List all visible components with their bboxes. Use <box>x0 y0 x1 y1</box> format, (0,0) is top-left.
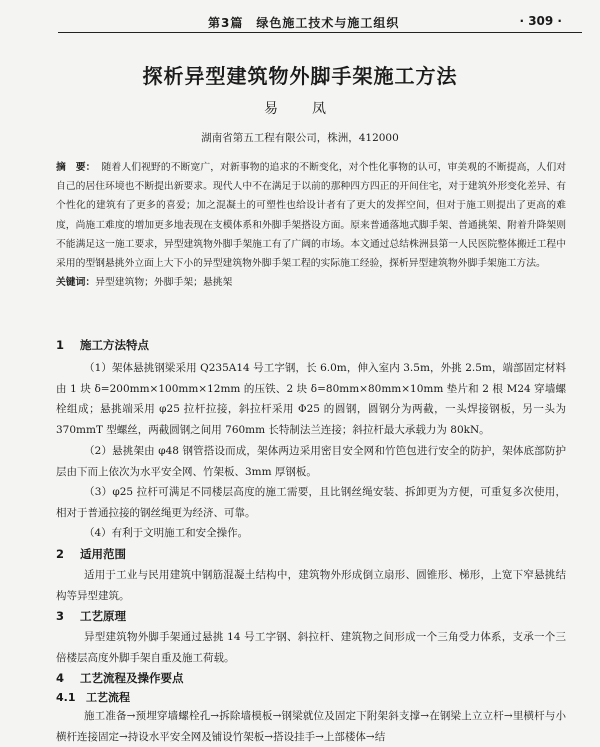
section-number: 3 <box>56 609 65 623</box>
paragraph-4-1: 施工准备→预埋穿墙螺栓孔→拆除墙模板→钢梁就位及固定下附架斜支撑→在钢梁上立立杆→里横杆与小横杆连接固定→持设水平安全网及铺设竹架板→搭设挂手→上部楼体→结 <box>56 710 566 743</box>
section-number: 1 <box>56 338 65 352</box>
article-title: 探析异型建筑物外脚手架施工方法 <box>142 64 458 88</box>
article-author: 易 凤 <box>264 101 336 117</box>
section-heading-4 <box>56 670 184 686</box>
paragraph-1-2: （2）悬挑架由 φ48 钢管搭设而成，架体两边采用密目安全网和竹笆包进行安全的防护，架体底部防护层由下而上依次为水平安全网、竹架板、3mm 厚钢板。 <box>56 445 566 478</box>
subsection-number: 4.1 <box>56 691 76 704</box>
keywords-label: 关键词： <box>56 277 96 288</box>
section-title: 施工方法特点 <box>80 338 149 352</box>
section-heading-2 <box>56 546 126 562</box>
section-title: 适用范围 <box>80 547 126 561</box>
subsection-heading-4-1 <box>56 689 130 705</box>
section-heading-1 <box>56 337 149 353</box>
section-heading-3 <box>56 608 126 624</box>
abstract <box>56 158 566 273</box>
keywords-text: 异型建筑物；外脚手架；悬挑架 <box>95 277 233 288</box>
paragraph-3-1: 异型建筑物外脚手架通过悬挑 14 号工字钢、斜拉杆、建筑物之间形成一个三角受力体系，支承一个三倍楼层高度外脚手架自重及施工荷载。 <box>56 631 566 664</box>
paragraph-1-4: （4）有利于文明施工和安全操作。 <box>84 527 249 539</box>
section-number: 2 <box>56 547 65 561</box>
abstract-text: 随着人们视野的不断宽广，对新事物的追求的不断变化，对个性化事物的认可，审美观的不断提高，人们对自己的居住环境也不断提出新要求。现代人中不在满足于以前的那种四方四正的开间住宅，对于建筑外形变化差异、有个性化的建筑有了更多的喜爱；加之混凝土的可塑性也给设计者有了更大的发挥空间，但对于施工则提出了更高的难度，尚施工难度的增加更多地表现在支模体系和外脚手架搭设方面。原来普通落地式脚手架、普通挑架、附着升降架则不能满足这一施工要求，异型建筑物外脚手架施工有了广阔的市场。本文通过总结株洲县第一人民医院整体搬迁工程中采用的型钢悬挑外立面上大下小的异型建筑物外脚手架工程的实际施工经验，探析异型建筑物外脚手架施工方法。 <box>56 162 567 270</box>
header-chapter: 第3篇 绿色施工技术与施工组织 <box>208 16 400 30</box>
running-header <box>58 8 582 33</box>
paragraph-2-1: 适用于工业与民用建筑中钢筋混凝土结构中，建筑物外形成倒立扇形、圆锥形、梯形，上宽下窄悬挑结构等异型建筑。 <box>56 569 566 602</box>
paragraph-1-3: （3）φ25 拉杆可满足不同楼层高度的施工需要，且比钢丝绳安装、拆卸更为方便，可重复多次使用，相对于普通拉接的钢丝绳更为经济、可靠。 <box>56 486 566 519</box>
article-affiliation: 湖南省第五工程有限公司，株洲，412000 <box>201 132 399 144</box>
paragraph-1-1: （1）架体悬挑钢梁采用 Q235A14 号工字钢，长 6.0m，伸入室内 3.5m，外挑 2.5m，端部固定材料由 1 块 δ=200mm×100mm×12mm 的压铁、2 块 δ=80mm×80mm×10mm 垫片和 2 根 M24 穿墙螺栓组成；悬挑端采用 φ25 拉杆拉接，斜拉杆采用 Φ25 的圆钢，圆钢分为两截，一头焊接钢板，另一头为 370mmT 型螺丝，两截圆钢之间用 760mm 长特制法兰连接；斜拉杆最大承载力为 80kN。 <box>56 362 566 436</box>
keywords <box>56 273 566 292</box>
section-title: 工艺流程及操作要点 <box>80 671 184 685</box>
section-number: 4 <box>56 671 65 685</box>
header-page-number: · 309 · <box>519 14 562 28</box>
subsection-title: 工艺流程 <box>86 691 130 704</box>
section-title: 工艺原理 <box>80 609 126 623</box>
abstract-label: 摘 要： <box>56 162 96 173</box>
